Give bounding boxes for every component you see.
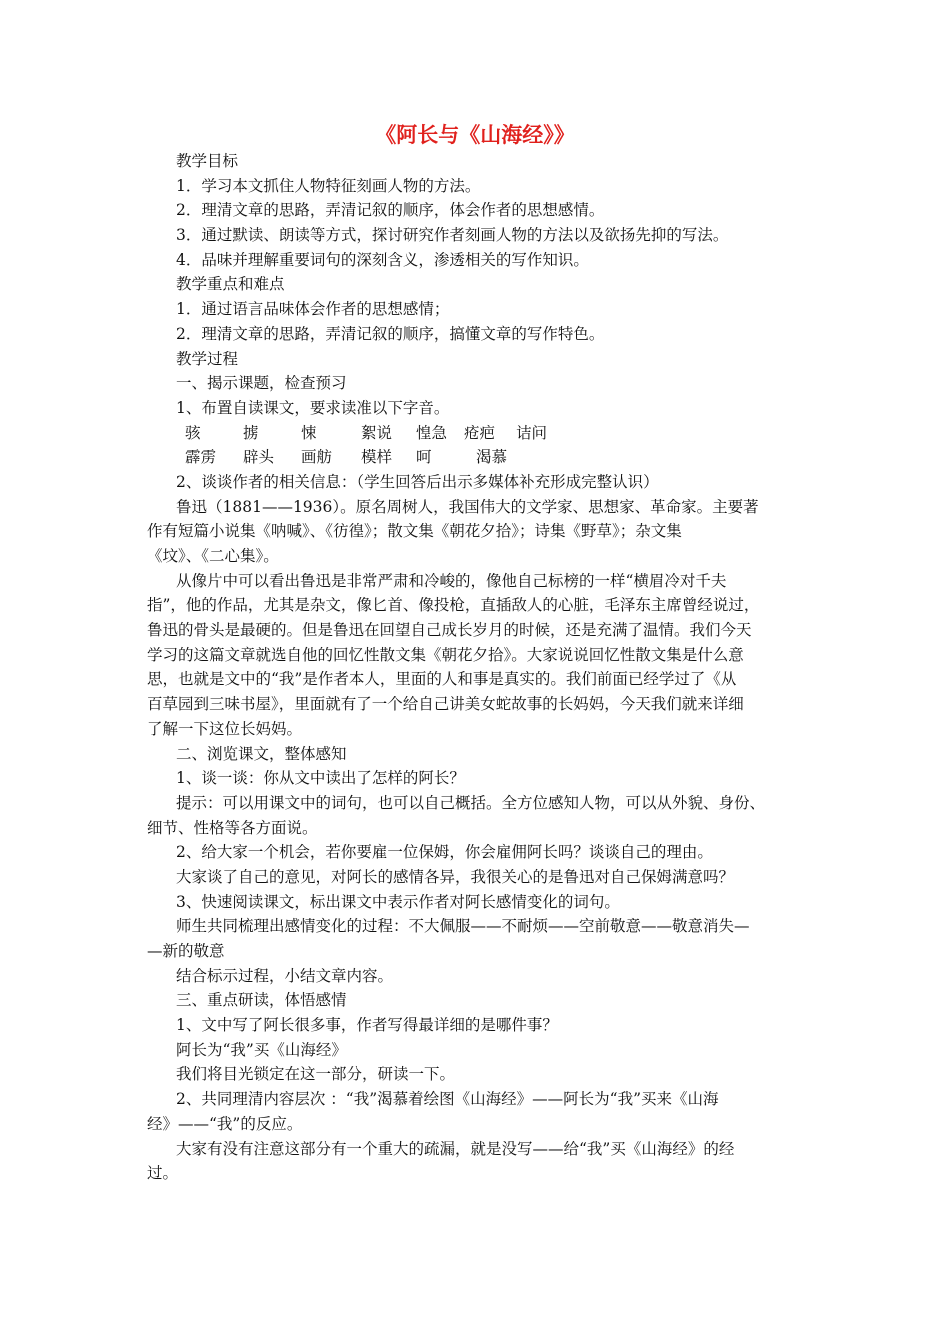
step-heading-1: 一、揭示课题，检查预习 [176, 374, 347, 393]
objective-item: 2．理清文章的思路，弄清记叙的顺序，体会作者的思想感情。 [176, 201, 605, 220]
vocab-word: 疮疤 [464, 423, 496, 442]
paragraph-line: 大家谈了自己的意见，对阿长的感情各异，我很关心的是鲁迅对自己保姆满意吗？ [176, 867, 735, 886]
paragraph-line: 细节、性格等各方面说。 [147, 818, 318, 837]
section-heading-objectives: 教学目标 [176, 152, 239, 170]
objective-item: 3．通过默读、朗读等方式，探讨研究作者刻画人物的方法以及欲扬先抑的写法。 [176, 226, 729, 245]
step-heading-3: 三、重点研读，体悟感情 [176, 991, 347, 1010]
paragraph-line: 3、快速阅读课文，标出课文中表示作者对阿长感情变化的词句。 [176, 892, 620, 911]
section-heading-key-points: 教学重点和难点 [176, 275, 285, 294]
paragraph-line: 了解一下这位长妈妈。 [147, 719, 303, 738]
key-point-item: 2．理清文章的思路，弄清记叙的顺序，搞懂文章的写作特色。 [176, 324, 605, 343]
section-heading-process: 教学过程 [176, 349, 239, 368]
paragraph-line: 结合标示过程，小结文章内容。 [176, 966, 394, 985]
paragraph-line: 过。 [147, 1164, 179, 1183]
paragraph-line: 鲁迅的骨头是最硬的。但是鲁迅在回望自己成长岁月的时候，还是充满了温情。我们今天 [147, 621, 752, 640]
paragraph-line: 1、布置自读课文，要求读准以下字音。 [176, 398, 450, 417]
paragraph-line: 学习的这篇文章就选自他的回忆性散文集《朝花夕拾》。大家说说回忆性散文集是什么意 [147, 645, 744, 664]
paragraph-line: 从像片中可以看出鲁迅是非常严肃和冷峻的，像他自己标榜的一样“横眉冷对千夫 [176, 571, 727, 590]
vocab-row-2 [147, 445, 807, 470]
paragraph-line: 鲁迅（1881——1936）。原名周树人，我国伟大的文学家、思想家、革命家。主要著 [176, 497, 759, 516]
paragraph-line: 《坟》、《二心集》。 [147, 547, 279, 565]
paragraph-line: 阿长为“我”买《山海经》 [176, 1040, 347, 1059]
vocab-word: 絮说 [361, 423, 393, 442]
document-title: 《阿长与《山海经》》 [375, 122, 575, 147]
objective-item: 1．学习本文抓住人物特征刻画人物的方法。 [176, 176, 481, 195]
key-point-item: 1．通过语言品味体会作者的思想感情； [176, 300, 450, 319]
vocab-word: 模样 [361, 448, 393, 467]
paragraph-line: 思，也就是文中的“我”是作者本人，里面的人和事是真实的。我们前面已经学过了《从 [147, 670, 737, 689]
paragraph-line: 2、共同理清内容层次 ：“我”渴慕着绘图《山海经》——阿长为“我”买来《山海 [176, 1090, 719, 1109]
paragraph-line: —新的敬意 [147, 942, 225, 960]
paragraph-line: 我们将目光锁定在这一部分，研读一下。 [176, 1065, 456, 1084]
vocab-word: 呵 [416, 448, 432, 467]
vocab-word: 骇 [185, 423, 201, 442]
step-heading-2: 二、浏览课文，整体感知 [176, 744, 347, 763]
paragraph-line: 1、谈一谈：你从文中读出了怎样的阿长？ [176, 769, 465, 788]
paragraph-line: 百草园到三味书屋》，里面就有了一个给自己讲美女蛇故事的长妈妈，今天我们就来详细 [147, 695, 744, 714]
vocab-word: 霹雳 [185, 448, 217, 467]
vocab-word: 惶急 [416, 423, 448, 442]
paragraph-line: 提示：可以用课文中的词句，也可以自己概括。全方位感知人物，可以从外貌、身份、 [176, 793, 766, 812]
vocab-word: 诘问 [516, 423, 548, 442]
paragraph-line: 2、给大家一个机会，若你要雇一位保姆，你会雇佣阿长吗？谈谈自己的理由。 [176, 843, 713, 862]
vocab-word: 辟头 [243, 448, 275, 467]
vocab-row-1 [147, 421, 807, 446]
vocab-word: 渴慕 [476, 448, 508, 467]
paragraph-line: 经》——“我”的反应。 [147, 1114, 303, 1133]
vocab-word: 掳 [243, 423, 259, 442]
vocab-word: 画舫 [301, 448, 333, 467]
document-body [147, 149, 807, 1186]
paragraph-line: 大家有没有注意这部分有一个重大的疏漏，就是没写——给“我”买《山海经》的经 [176, 1139, 735, 1158]
vocab-word: 悚 [301, 423, 317, 442]
paragraph-line: 2、谈谈作者的相关信息：（学生回答后出示多媒体补充形成完整认识） [176, 472, 659, 491]
paragraph-line: 师生共同梳理出感情变化的过程：不大佩服——不耐烦——空前敬意——敬意消失— [176, 917, 750, 936]
paragraph-line: 1、文中写了阿长很多事，作者写得最详细的是哪件事？ [176, 1016, 558, 1035]
paragraph-line: 作有短篇小说集《呐喊》、《彷徨》；散文集《朝花夕拾》；诗集《野草》；杂文集 [147, 522, 682, 541]
objective-item: 4．品味并理解重要词句的深刻含义，渗透相关的写作知识。 [176, 250, 589, 269]
paragraph-line: 指”，他的作品，尤其是杂文，像匕首、像投枪，直插敌人的心脏，毛泽东主席曾经说过， [147, 596, 760, 615]
